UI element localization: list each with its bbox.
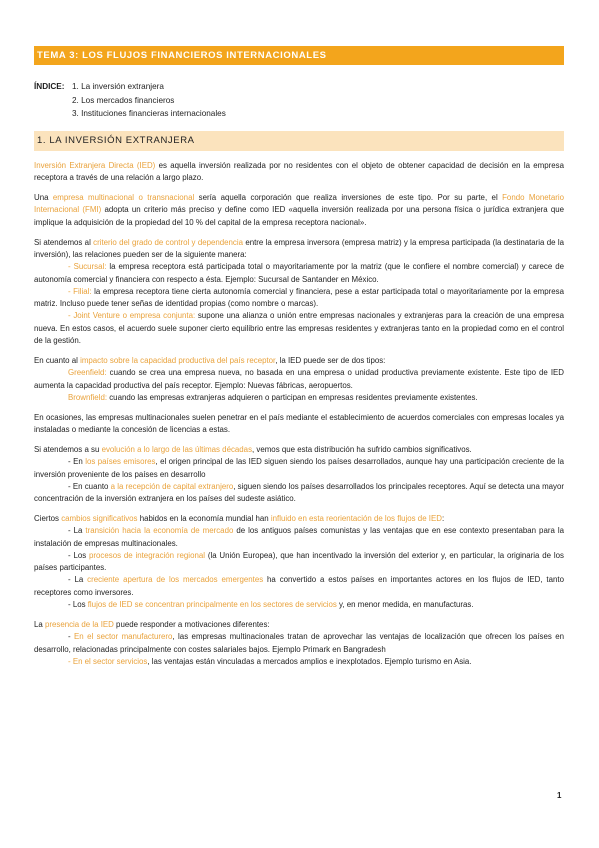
list-item bbox=[34, 656, 564, 668]
paragraph-text: - Los bbox=[68, 550, 90, 560]
highlighted-term: los países emisores bbox=[85, 457, 156, 467]
paragraph-text: Una bbox=[34, 193, 53, 203]
highlighted-term: criterio del grado de control y dependencia bbox=[93, 237, 244, 247]
toc-row bbox=[34, 80, 226, 94]
paragraph-text: (la Unión Europea), que han incentivado la inversión del exterior y, en particular, la originaria de los países participantes. bbox=[34, 550, 564, 573]
paragraph-text: ha convertido a estos países en importantes actores en los flujos de IED, tanto receptores como inversores. bbox=[34, 575, 564, 597]
paragraph-text: habidos en la economía mundial han bbox=[137, 513, 271, 523]
paragraph-text: cuando las empresas extranjeras adquieren o participan en empresas residentes previamente existentes. bbox=[107, 392, 478, 402]
paragraph-text: adopta un criterio más preciso y define como IED «aquella inversión realizada por una persona física o jurídica extranjera que implique la adquisición de la propiedad del 10 % del capital de la empresa receptora nacional». bbox=[34, 205, 565, 227]
paragraph-text: es aquella inversión realizada por no residentes con el objeto de obtener capacidad de decisión en la empresa receptora a través de una relación a largo plazo. bbox=[34, 161, 564, 183]
paragraph bbox=[34, 619, 564, 631]
paragraph-text: En cuanto al bbox=[34, 355, 81, 365]
section-heading: 1. LA INVERSIÓN EXTRANJERA bbox=[34, 131, 564, 151]
paragraph-text: Si atendemos a su bbox=[34, 444, 102, 454]
paragraph-text: , la IED puede ser de dos tipos: bbox=[275, 355, 386, 365]
document-body bbox=[34, 160, 564, 668]
paragraph-text: : bbox=[441, 513, 445, 523]
paragraph-text: , siguen siendo los países desarrollados los principales receptores. Aquí se detecta una mayor concentración de la inversión extranjera en los países del sudeste asiático. bbox=[34, 481, 564, 504]
list-item bbox=[34, 525, 564, 550]
toc-row bbox=[34, 94, 226, 108]
paragraph-text: , las empresas multinacionales tratan de aprovechar las ventajas de localización que ofrecen los países en desarrollo, relacionadas principalmente con costes salariales bajos. Ejemplo Primark en Bangradesh bbox=[34, 632, 565, 654]
paragraph-text: entre la empresa inversora (empresa matriz) y la empresa participada (la destinataria de la inversión), las relaciones pueden ser de la siguiente manera: bbox=[34, 237, 564, 259]
highlighted-term: Fondo Monetario Internacional (FMI) bbox=[34, 193, 564, 215]
paragraph-text: la empresa receptora tiene cierta autonomía comercial y financiera, pese a estar participada total o mayoritariamente por la empresa matriz. Incluso puede tener señas de identidad propias (como nombre o marcas). bbox=[34, 286, 564, 309]
highlighted-term: evolución a lo largo de las últimas décadas bbox=[101, 444, 253, 454]
table-of-contents bbox=[34, 80, 226, 121]
paragraph-text: supone una alianza o unión entre empresas nacionales y extranjeras para la creación de una empresa nueva. En estos casos, el acuerdo suele suponer cierto equilibrio entre las empresas residentes y extranjeras tanto en la propiedad como en el control de la gestión. bbox=[34, 311, 564, 346]
list-item bbox=[34, 367, 564, 392]
highlighted-term: transición hacia la economía de mercado bbox=[85, 526, 234, 536]
paragraph bbox=[34, 192, 564, 229]
highlighted-term: creciente apertura de los mercados emergentes bbox=[87, 575, 264, 585]
toc-item: 2. Los mercados financieros bbox=[72, 95, 175, 105]
paragraph-text: - Los bbox=[68, 600, 88, 610]
highlighted-term: Brownfield: bbox=[68, 392, 108, 402]
paragraph-text: , las ventajas están vinculadas a mercados amplios e inexplotados. Ejemplo turismo en Asia. bbox=[147, 656, 472, 666]
toc-row bbox=[34, 107, 226, 121]
paragraph bbox=[34, 355, 564, 367]
toc-item: 3. Instituciones financieras internacionales bbox=[72, 109, 226, 118]
list-item bbox=[34, 456, 564, 481]
highlighted-term: En el sector manufacturero bbox=[74, 632, 173, 642]
paragraph-text: la empresa receptora está participada total o mayoritariamente por la matriz (que le confiere el nombre comercial) y carece de autonomía comercial y financiera con respecto a ésta. Ejemplo: Sucursal de Santander en México. bbox=[34, 262, 564, 284]
highlighted-term: impacto sobre la capacidad productiva del país receptor bbox=[80, 355, 276, 365]
toc-label: ÍNDICE: bbox=[34, 82, 65, 91]
list-item bbox=[34, 550, 564, 575]
paragraph-text: puede responder a motivaciones diferentes: bbox=[113, 619, 270, 629]
paragraph-text: , vemos que esta distribución ha sufrido cambios significativos. bbox=[252, 444, 472, 454]
toc-item: 1. La inversión extranjera bbox=[72, 82, 164, 91]
highlighted-term: - En el sector servicios bbox=[68, 656, 148, 666]
paragraph-text: sería aquella corporación que realiza inversiones de este tipo. Por su parte, el bbox=[194, 193, 503, 203]
highlighted-term: a la recepción de capital extranjero bbox=[110, 481, 234, 491]
paragraph-text: cuando se crea una empresa nueva, no basada en una empresa o unidad productiva previamente existente. Este tipo de IED aumenta la capacidad productiva del país receptor. Ejemplo: Nuevas fábricas, aeropuertos. bbox=[34, 368, 564, 390]
paragraph-text: Ciertos bbox=[34, 513, 62, 523]
paragraph bbox=[34, 444, 564, 456]
list-item bbox=[34, 481, 564, 506]
list-item bbox=[34, 631, 564, 656]
paragraph bbox=[34, 412, 564, 437]
highlighted-term: influido en esta reorientación de los flujos de IED bbox=[270, 513, 442, 523]
list-item bbox=[34, 261, 564, 286]
document-title: TEMA 3: LOS FLUJOS FINANCIEROS INTERNACIONALES bbox=[34, 46, 564, 65]
paragraph bbox=[34, 160, 564, 185]
highlighted-term: flujos de IED se concentran principalmente en los sectores de servicios bbox=[87, 600, 337, 610]
list-item bbox=[34, 392, 564, 404]
paragraph-text: , el origen principal de las IED siguen siendo los países desarrollados, aunque hay una participación creciente de la inversión proveniente de los países en desarrollo bbox=[34, 457, 565, 479]
page-number: 1 bbox=[557, 791, 562, 800]
highlighted-term: - Filial: bbox=[68, 286, 92, 296]
paragraph-text: - En cuanto bbox=[68, 481, 111, 491]
list-item bbox=[34, 286, 564, 311]
paragraph-text: La bbox=[34, 619, 45, 629]
highlighted-term: Greenfield: bbox=[68, 368, 107, 378]
highlighted-term: - Joint Venture o empresa conjunta: bbox=[68, 311, 196, 321]
highlighted-term: procesos de integración regional bbox=[89, 550, 205, 560]
paragraph-text: En ocasiones, las empresas multinacionales suelen penetrar en el país mediante el establecimiento de acuerdos comerciales con empresas locales ya instaladas o mediante la concesión de licencias a estas. bbox=[34, 412, 564, 435]
paragraph-text: - La bbox=[68, 575, 88, 585]
highlighted-term: empresa multinacional o transnacional bbox=[52, 193, 195, 203]
list-item bbox=[34, 310, 564, 347]
paragraph-text: - La bbox=[68, 526, 86, 536]
paragraph-text: de los antiguos países comunistas y las ventajas que en ese contexto presentaban para la instalación de empresas multinacionales. bbox=[34, 526, 564, 548]
paragraph bbox=[34, 237, 564, 262]
paragraph-text: y, en menor medida, en manufacturas. bbox=[336, 600, 474, 610]
paragraph-text: - En bbox=[68, 457, 86, 467]
highlighted-term: presencia de la IED bbox=[44, 619, 114, 629]
list-item bbox=[34, 574, 564, 599]
highlighted-term: Inversión Extranjera Directa (IED) bbox=[34, 161, 156, 170]
highlighted-term: - Sucursal: bbox=[68, 262, 107, 272]
paragraph-text: Si atendemos al bbox=[34, 237, 94, 247]
list-item bbox=[34, 599, 564, 611]
highlighted-term: cambios significativos bbox=[61, 513, 138, 523]
paragraph-text: - bbox=[68, 632, 75, 642]
paragraph bbox=[34, 513, 564, 525]
